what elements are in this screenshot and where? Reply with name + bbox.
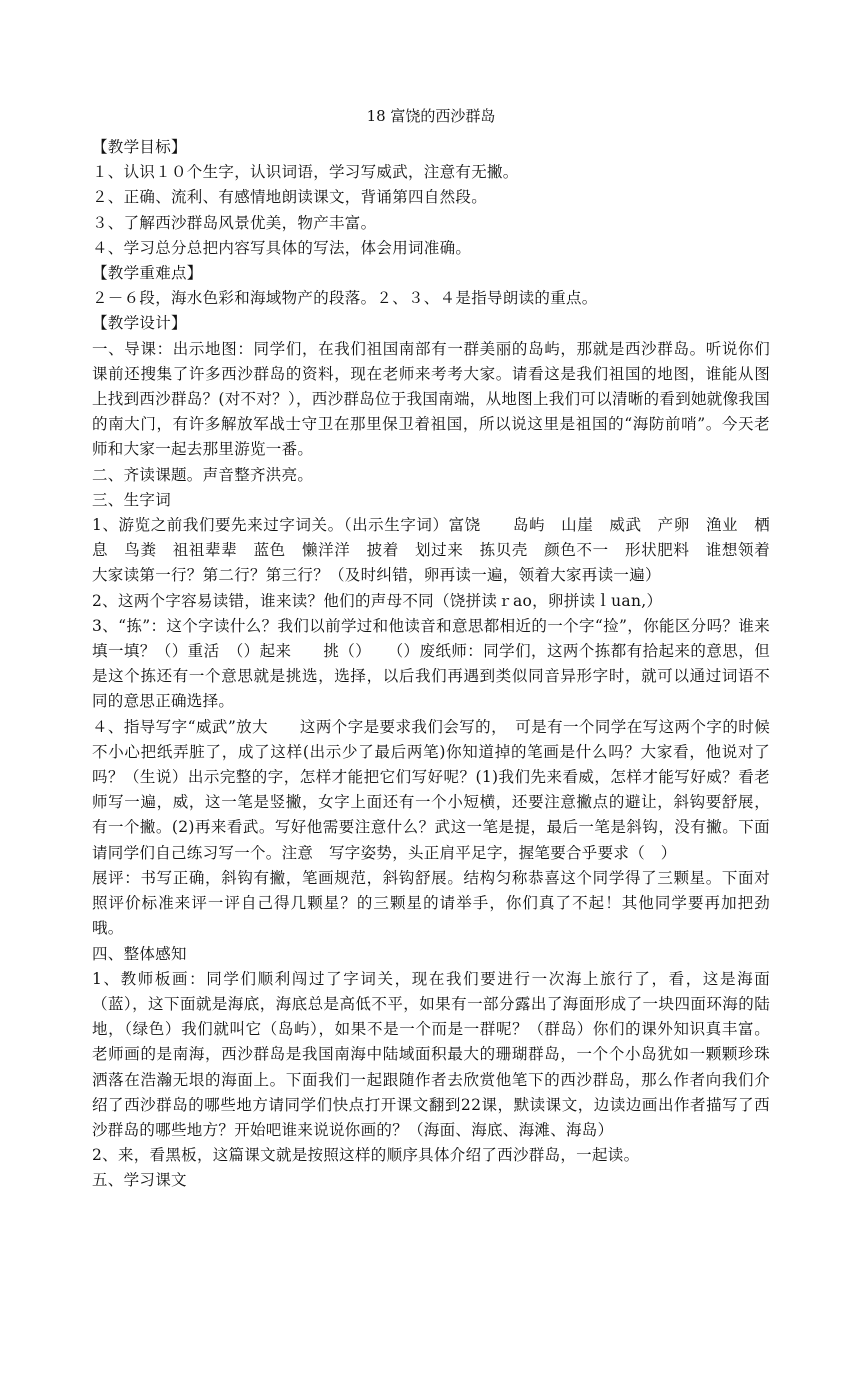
heading-key-difficulties: 【教学重难点】 <box>92 264 203 283</box>
document-body <box>92 135 770 1194</box>
overall-perception-item-1: 1、教师板画：同学们顺利闯过了字词关，现在我们要进行一次海上旅行了，看，这是海面（蓝），这下面就是海底，海底总是高低不平，如果有一部分露出了海面形成了一块四面环海的陆地，（绿色）我们就叫它（岛屿），如果不是一个而是一群呢？（群岛）你们的课外知识真丰富。老师画的是南海，西沙群岛是我国南海中陆域面积最大的珊瑚群岛，一个个小岛犹如一颗颗珍珠洒落在浩瀚无垠的海面上。下面我们一起跟随作者去欣赏他笔下的西沙群岛，那么作者向我们介绍了西沙群岛的哪些地方请同学们快点打开课文翻到22课，默读课文，边读边画出作者描写了西沙群岛的哪些地方？开始吧谁来说说你画的？（海面、海底、海滩、海岛） <box>92 969 770 1139</box>
new-words-item-3: 3、“拣”：这个字读什么？我们以前学过和他读音和意思都相近的一个字“捡”，你能区分吗？谁来填一填？（）重活 （）起来 挑（） （）废纸师：同学们，这两个拣都有拾起来的意思，但是这个拣还有一个意思就是挑选，选择，以后我们再遇到类似同音异形字时，就可以通过词语不同的意思正确选择。 <box>92 616 770 711</box>
goal-item-2: ２、正确、流利、有感情地朗读课文，背诵第四自然段。 <box>92 188 488 207</box>
new-words-item-1: 1、游览之前我们要先来过字词关。（出示生字词）富饶 岛屿 山崖 威武 产卵 渔业 栖息 鸟粪 祖祖辈辈 蓝色 懒洋洋 披着 划过来 拣贝壳 颜色不一 形状肥料 谁想领着大家读第一行？第二行？第三行？（及时纠错，卵再读一遍，领着大家再读一遍） <box>92 516 770 585</box>
heading-teaching-design: 【教学设计】 <box>92 314 187 333</box>
goal-item-3: ３、了解西沙群岛风景优美，物产丰富。 <box>92 213 377 232</box>
goal-item-4: ４、学习总分总把内容写具体的写法，体会用词准确。 <box>92 238 472 257</box>
goal-item-1: １、认识１０个生字，认识词语，学习写威武，注意有无撇。 <box>92 163 519 182</box>
key-difficulties-text: ２－６段，海水色彩和海域物产的段落。２、３、４是指导朗读的重点。 <box>92 289 598 308</box>
section-introduction: 一、导课：出示地图：同学们，在我们祖国南部有一群美丽的岛屿，那就是西沙群岛。听说你们课前还搜集了许多西沙群岛的资料，现在老师来考考大家。请看这是我们祖国的地图，谁能从图上找到西沙群岛？(对不对？），西沙群岛位于我国南端，从地图上我们可以清晰的看到她就像我国的南大门，有许多解放军战士守卫在那里保卫着祖国，所以说这里是祖国的“海防前哨”。今天老师和大家一起去那里游览一番。 <box>92 339 770 459</box>
new-words-item-2: 2、这两个字容易读错，谁来读？他们的声母不同（饶拼读ｒao，卵拼读ｌuan,） <box>92 591 663 610</box>
document-title: 18 富饶的西沙群岛 <box>366 107 496 125</box>
section-overall-perception-heading: 四、整体感知 <box>92 944 187 963</box>
heading-teaching-goals: 【教学目标】 <box>92 138 187 156</box>
section-study-text-heading: 五、学习课文 <box>92 1171 187 1190</box>
section-new-words-heading: 三、生字词 <box>92 490 172 509</box>
writing-evaluation: 展评：书写正确，斜钩有撇，笔画规范，斜钩舒展。结构匀称恭喜这个同学得了三颗星。下面对照评价标准来评一评自己得几颗星？的三颗星的请举手，你们真了不起！其他同学要再加把劲哦。 <box>92 868 770 938</box>
document-page <box>92 98 770 1194</box>
new-words-item-4: ４、指导写字“威武”放大 这两个字是要求我们会写的， 可是有一个同学在写这两个字的时候不小心把纸弄脏了，成了这样(出示少了最后两笔)你知道掉的笔画是什么吗？大家看，他说对了吗？（生说）出示完整的字，怎样才能把它们写好呢？(1)我们先来看威，怎样才能写好威？看老师写一遍，威，这一笔是竖撇，女字上面还有一个小短横，还要注意撇点的避让，斜钩要舒展，有一个撇。(2)再来看武。写好他需要注意什么？武这一笔是提，最后一笔是斜钩，没有撇。下面请同学们自己练习写一个。注意 写字姿势，头正肩平足字，握笔要合乎要求（ ） <box>92 717 770 862</box>
section-read-title: 二、齐读课题。声音整齐洪亮。 <box>92 465 314 484</box>
overall-perception-item-2: 2、来，看黑板，这篇课文就是按照这样的顺序具体介绍了西沙群岛，一起读。 <box>92 1146 640 1165</box>
